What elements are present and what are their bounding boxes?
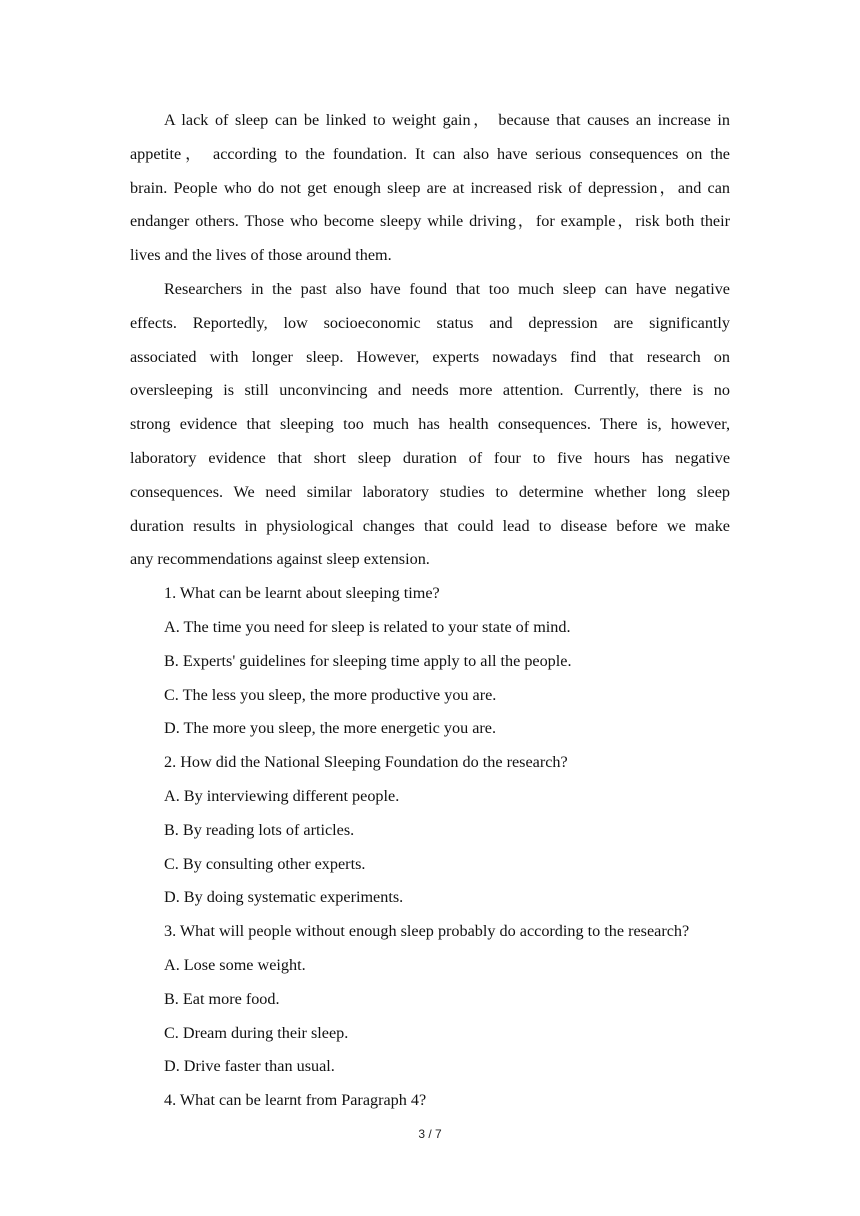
question-option: A. The time you need for sleep is related to your state of mind. xyxy=(164,617,571,636)
paragraph-line: brain. People who do not get enough sleep are at increased risk of depression，and can xyxy=(130,178,730,197)
paragraph-2 xyxy=(130,273,730,577)
question-stem: 2. How did the National Sleeping Foundation do the research? xyxy=(164,753,568,772)
paragraph-line: oversleeping is still unconvincing and needs more attention. Currently, there is no xyxy=(130,381,730,400)
paragraph-line: A lack of sleep can be linked to weight gain， because that causes an increase in xyxy=(164,111,730,129)
document-page xyxy=(130,104,730,1118)
question-option: B. Experts' guidelines for sleeping time apply to all the people. xyxy=(164,651,572,670)
question-option: B. By reading lots of articles. xyxy=(164,820,355,839)
question-3 xyxy=(130,915,730,1084)
question-option: B. Eat more food. xyxy=(164,989,280,1008)
question-stem: 1. What can be learnt about sleeping time? xyxy=(164,584,440,603)
paragraph-line: laboratory evidence that short sleep duration of four to five hours has negative xyxy=(130,448,730,467)
paragraph-line: associated with longer sleep. However, experts nowadays find that research on xyxy=(130,347,730,366)
paragraph-line: consequences. We need similar laboratory studies to determine whether long sleep xyxy=(130,482,730,501)
paragraph-line: strong evidence that sleeping too much has health consequences. There is, however, xyxy=(130,415,730,434)
paragraph-1 xyxy=(130,104,730,273)
question-2 xyxy=(130,746,730,915)
question-option: D. The more you sleep, the more energetic you are. xyxy=(164,719,497,738)
question-option: A. By interviewing different people. xyxy=(164,786,400,805)
question-option: A. Lose some weight. xyxy=(164,955,306,974)
paragraph-line: appetite， according to the foundation. It can also have serious consequences on the xyxy=(130,144,730,163)
question-option: D. By doing systematic experiments. xyxy=(164,888,404,907)
page-number: 3 / 7 xyxy=(418,1127,442,1141)
paragraph-line: lives and the lives of those around them. xyxy=(130,246,392,265)
question-option: C. By consulting other experts. xyxy=(164,854,366,873)
paragraph-line: any recommendations against sleep extension. xyxy=(130,550,430,569)
question-4 xyxy=(130,1084,730,1118)
paragraph-line: duration results in physiological changes that could lead to disease before we make xyxy=(130,516,730,535)
question-stem: 4. What can be learnt from Paragraph 4? xyxy=(164,1091,427,1110)
question-option: C. The less you sleep, the more productive you are. xyxy=(164,685,497,704)
question-option: D. Drive faster than usual. xyxy=(164,1057,335,1076)
question-1 xyxy=(130,577,730,746)
paragraph-line: effects. Reportedly, low socioeconomic status and depression are significantly xyxy=(130,313,730,332)
paragraph-line: Researchers in the past also have found that too much sleep can have negative xyxy=(164,279,730,298)
question-option: C. Dream during their sleep. xyxy=(164,1023,349,1042)
paragraph-line: endanger others. Those who become sleepy while driving，for example，risk both their xyxy=(130,212,730,231)
question-stem: 3. What will people without enough sleep probably do according to the research? xyxy=(164,922,690,941)
